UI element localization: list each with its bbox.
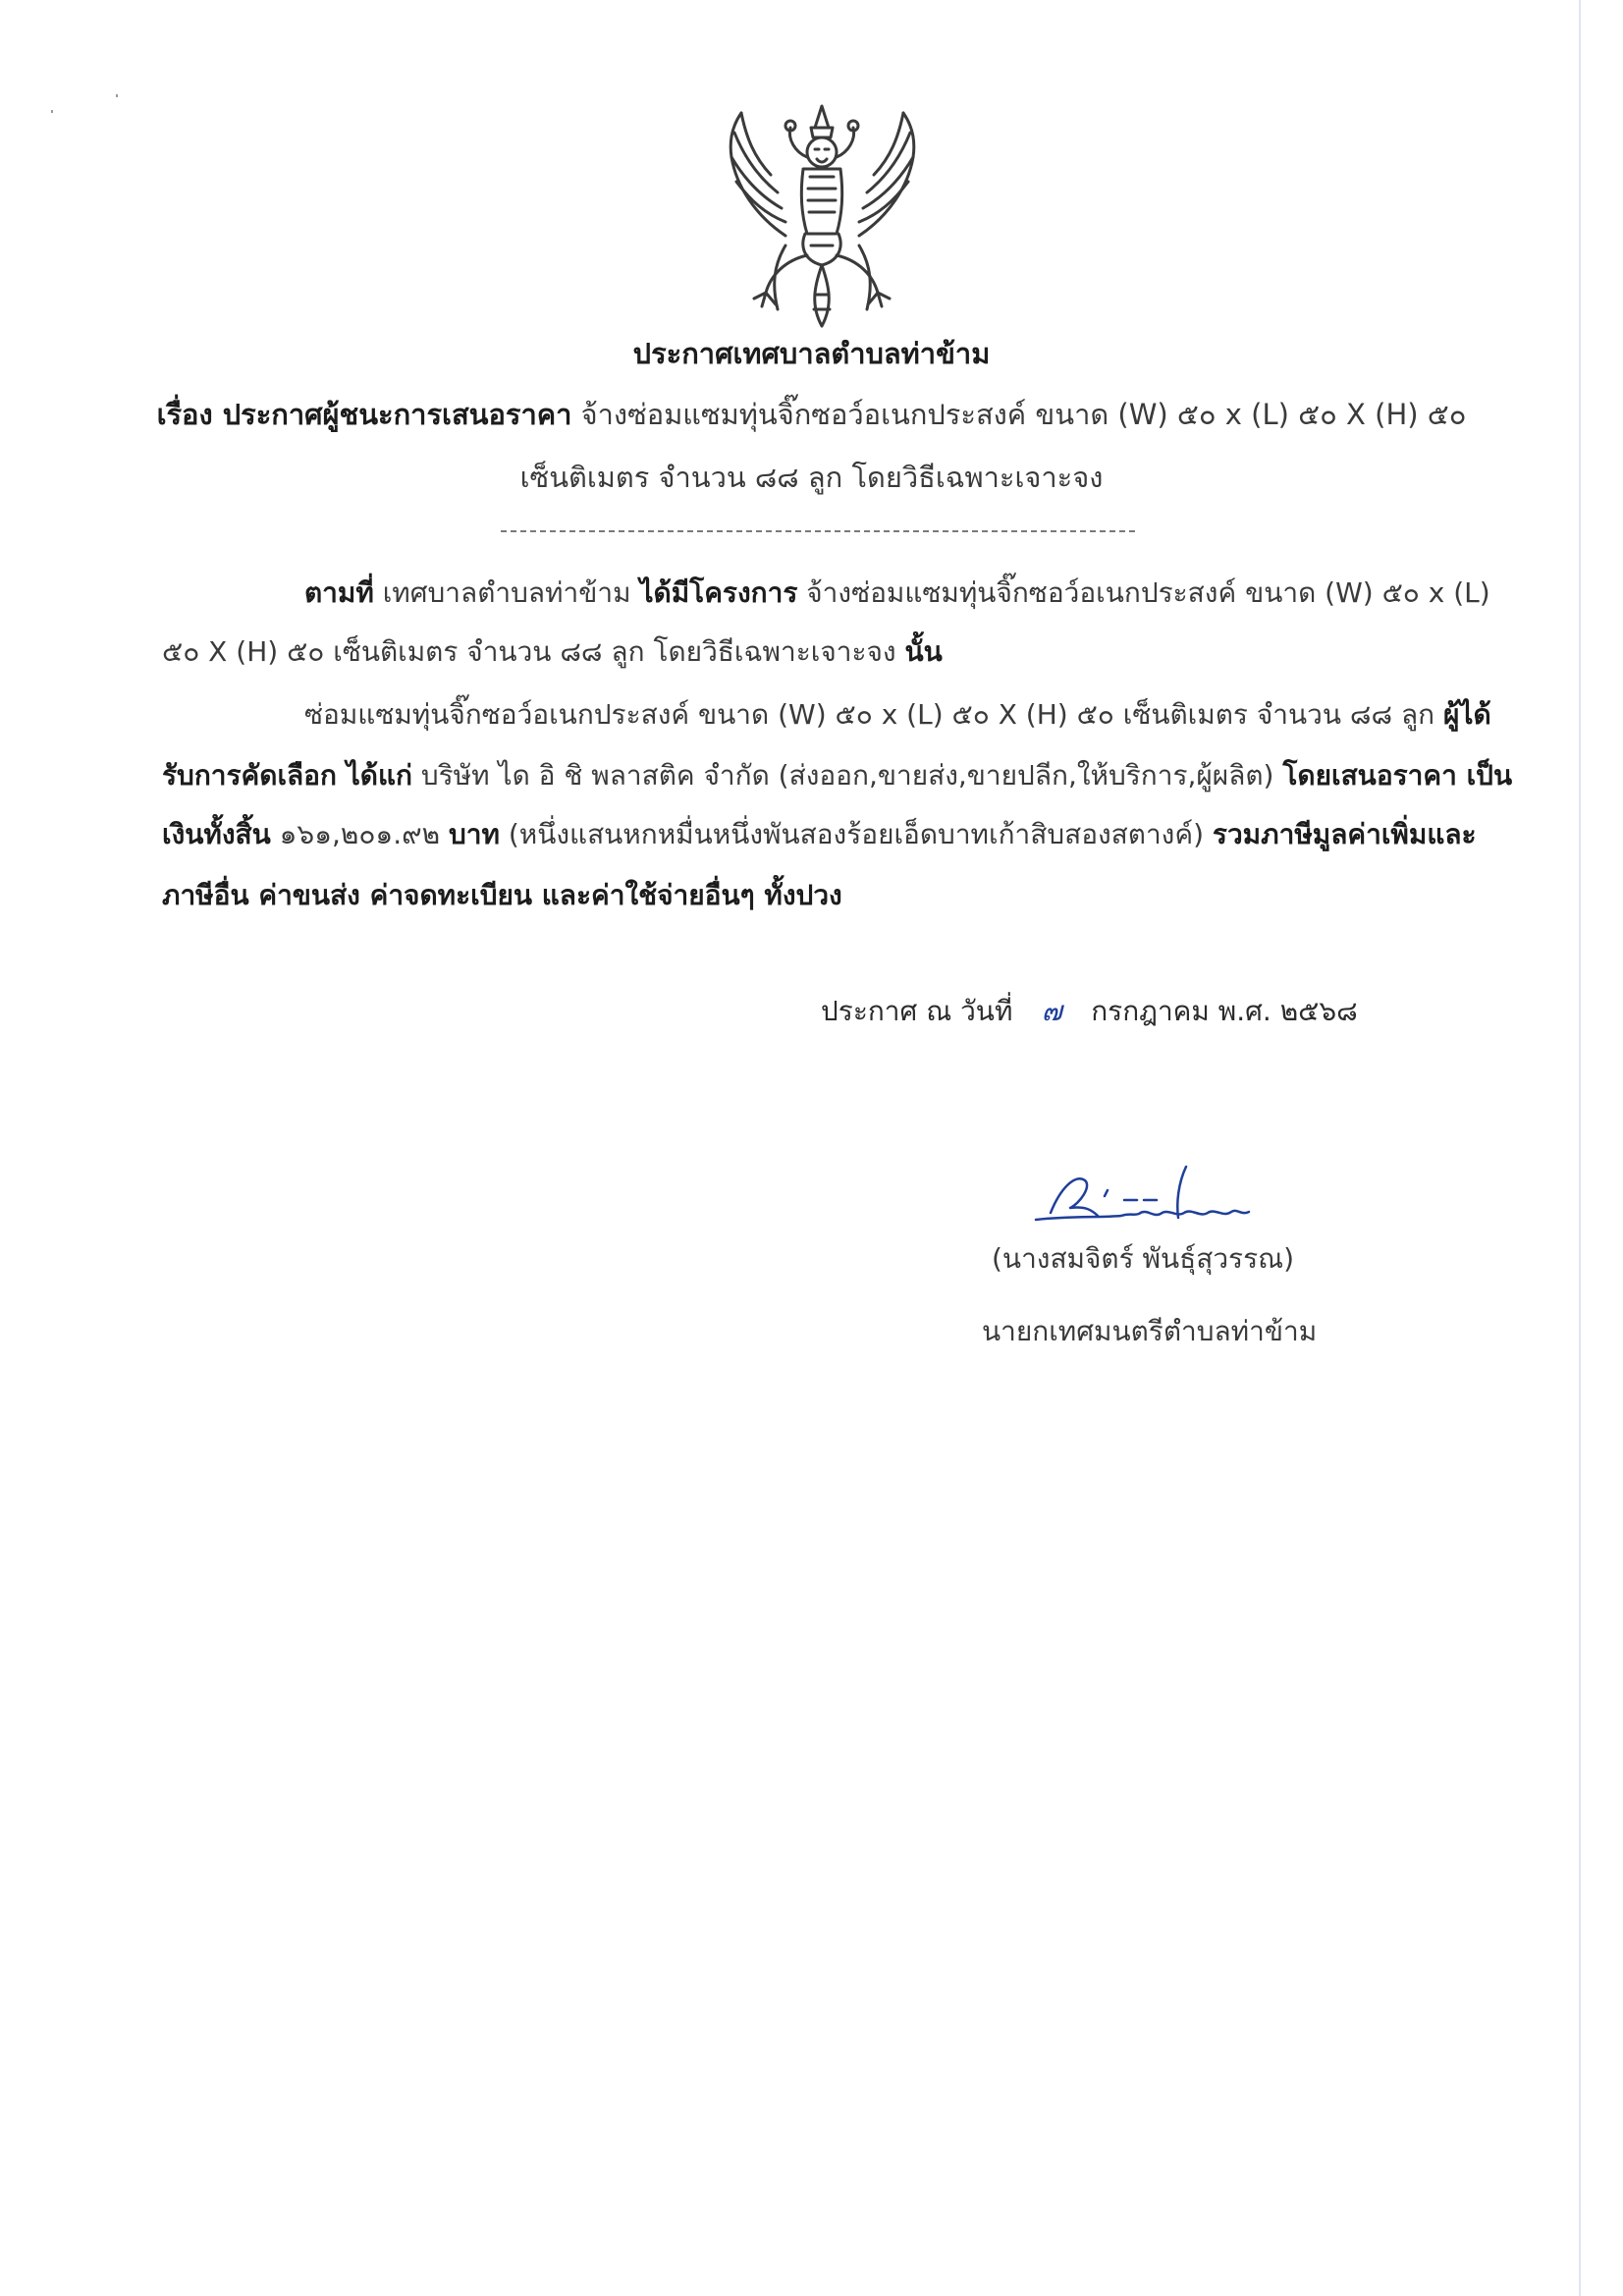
tax-note: รวมภาษีมูลค่าเพิ่มและ bbox=[1212, 818, 1477, 850]
organization-name: เทศบาลตำบลท่าข้าม bbox=[382, 576, 631, 609]
date-prefix: ประกาศ ณ วันที่ bbox=[821, 995, 1013, 1027]
subject-label: เรื่อง ประกาศผู้ชนะการเสนอราคา bbox=[156, 398, 572, 431]
date-day: ๗ bbox=[1041, 995, 1062, 1027]
project-description-continued: ๕๐ X (H) ๕๐ เซ็นติเมตร จำนวน ๘๘ ลูก โดยวิธีเฉพาะเจาะจง bbox=[162, 635, 896, 668]
signatory-position: นายกเทศมนตรีตำบลท่าข้าม bbox=[982, 1315, 1318, 1347]
date-month-year: กรกฎาคม พ.ศ. ๒๕๖๘ bbox=[1091, 995, 1358, 1027]
paragraph-1-label: ตามที่ bbox=[304, 576, 374, 609]
paragraph-2-line-2 bbox=[162, 756, 1512, 795]
subject-text-continued: เซ็นติเมตร จำนวน ๘๘ ลูก โดยวิธีเฉพาะเจาะจง bbox=[519, 461, 1104, 494]
paragraph-1-line-1 bbox=[304, 574, 1490, 613]
separator-line bbox=[501, 530, 1135, 532]
winner-company: บริษัท ได อิ ชิ พลาสติค จำกัด (ส่งออก,ขายส่ง,ขายปลีก,ให้บริการ,ผู้ผลิต) bbox=[420, 759, 1274, 792]
announcement-title: ประกาศเทศบาลตำบลท่าข้าม bbox=[632, 337, 991, 370]
announcement-date bbox=[821, 992, 1358, 1031]
garuda-emblem-icon bbox=[717, 98, 928, 334]
bid-amount: ๑๖๑,๒๐๑.๙๒ bbox=[279, 818, 441, 850]
paragraph-1-project-label: ได้มีโครงการ bbox=[639, 576, 798, 609]
tax-note-continued: ภาษีอื่น ค่าขนส่ง ค่าจดทะเบียน และค่าใช้จ่ายอื่นๆ ทั้งปวง bbox=[162, 879, 842, 911]
paragraph-1-line-2 bbox=[162, 632, 943, 672]
winner-label-continued: รับการคัดเลือก ได้แก่ bbox=[162, 759, 412, 792]
project-description: จ้างซ่อมแซมทุ่นจิ๊กซอว์อเนกประสงค์ ขนาด (W) ๕๐ x (L) bbox=[806, 576, 1490, 609]
signatory-name: (นางสมจิตร์ พันธุ์สุวรรณ) bbox=[992, 1242, 1295, 1275]
bid-label-continued: เงินทั้งสิ้น bbox=[162, 818, 271, 850]
signature-icon bbox=[1031, 1159, 1267, 1237]
scan-speck bbox=[51, 110, 53, 113]
subject-text: จ้างซ่อมแซมทุ่นจิ๊กซอว์อเนกประสงค์ ขนาด (W) ๕๐ x (L) ๕๐ X (H) ๕๐ bbox=[580, 398, 1467, 431]
bid-label: โดยเสนอราคา เป็น bbox=[1282, 759, 1513, 792]
winner-label: ผู้ได้ bbox=[1442, 698, 1491, 731]
scan-speck bbox=[116, 94, 118, 97]
procured-item: ซ่อมแซมทุ่นจิ๊กซอว์อเนกประสงค์ ขนาด (W) ๕๐ x (L) ๕๐ X (H) ๕๐ เซ็นติเมตร จำนวน ๘๘ ลูก bbox=[304, 698, 1435, 731]
paragraph-2-line-1 bbox=[304, 695, 1491, 735]
subject-line bbox=[0, 395, 1623, 434]
paragraph-2-line-3 bbox=[162, 815, 1477, 854]
bid-currency: บาท bbox=[448, 818, 500, 850]
paragraph-1-end: นั้น bbox=[904, 635, 943, 668]
bid-amount-words: (หนึ่งแสนหกหมื่นหนึ่งพันสองร้อยเอ็ดบาทเก้าสิบสองสตางค์) bbox=[508, 818, 1205, 850]
